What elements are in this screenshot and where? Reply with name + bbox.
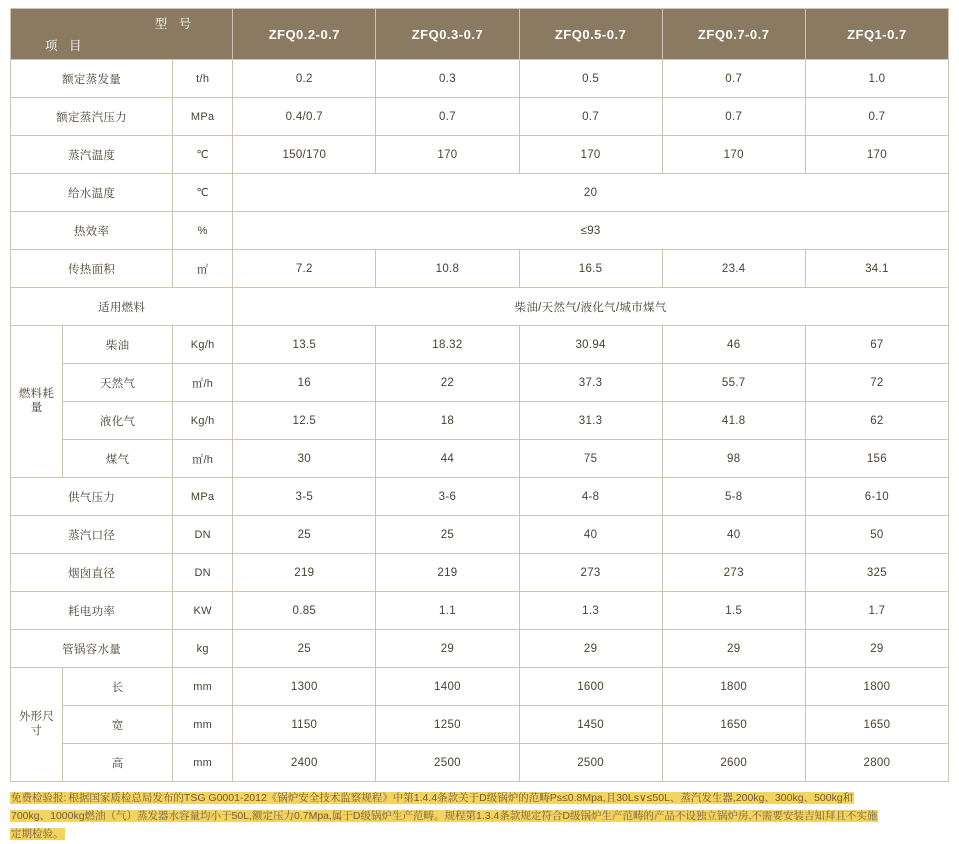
table-row bbox=[11, 174, 949, 212]
table-row bbox=[11, 630, 949, 668]
cell-value: 13.5 bbox=[233, 326, 376, 364]
cell-value: 44 bbox=[376, 440, 519, 478]
cell-value-span: 柴油/天然气/液化气/城市煤气 bbox=[233, 288, 949, 326]
cell-value: 0.7 bbox=[662, 98, 805, 136]
cell-value-span: 20 bbox=[233, 174, 949, 212]
cell-value: 29 bbox=[376, 630, 519, 668]
row-unit: mm bbox=[173, 668, 233, 706]
cell-value: 2400 bbox=[233, 744, 376, 782]
row-unit: mm bbox=[173, 706, 233, 744]
cell-value: 0.7 bbox=[662, 60, 805, 98]
row-label: 额定蒸汽压力 bbox=[11, 98, 173, 136]
cell-value: 2800 bbox=[805, 744, 948, 782]
cell-value: 1250 bbox=[376, 706, 519, 744]
cell-value: 40 bbox=[662, 516, 805, 554]
cell-value: 1.5 bbox=[662, 592, 805, 630]
table-header bbox=[11, 9, 949, 60]
cell-value: 25 bbox=[233, 516, 376, 554]
cell-value: 0.7 bbox=[805, 98, 948, 136]
cell-value: 1650 bbox=[662, 706, 805, 744]
cell-value: 22 bbox=[376, 364, 519, 402]
cell-value: 30.94 bbox=[519, 326, 662, 364]
group-label-fuel-consumption: 燃料耗量 bbox=[11, 326, 63, 478]
cell-value: 16 bbox=[233, 364, 376, 402]
row-label: 热效率 bbox=[11, 212, 173, 250]
cell-value: 41.8 bbox=[662, 402, 805, 440]
row-sublabel: 液化气 bbox=[63, 402, 173, 440]
cell-value: 50 bbox=[805, 516, 948, 554]
specification-table bbox=[10, 8, 949, 782]
cell-value: 72 bbox=[805, 364, 948, 402]
cell-value: 219 bbox=[233, 554, 376, 592]
cell-value: 18 bbox=[376, 402, 519, 440]
row-unit: MPa bbox=[173, 98, 233, 136]
cell-value: 170 bbox=[519, 136, 662, 174]
row-label: 传热面积 bbox=[11, 250, 173, 288]
cell-value: 75 bbox=[519, 440, 662, 478]
row-label: 给水温度 bbox=[11, 174, 173, 212]
cell-value: 5-8 bbox=[662, 478, 805, 516]
cell-value: 2500 bbox=[376, 744, 519, 782]
header-model-4: ZFQ0.7-0.7 bbox=[662, 9, 805, 60]
cell-value: 273 bbox=[519, 554, 662, 592]
corner-label-item: 项 目 bbox=[45, 39, 86, 53]
table-row bbox=[11, 402, 949, 440]
cell-value: 0.3 bbox=[376, 60, 519, 98]
table-row bbox=[11, 60, 949, 98]
cell-value: 1450 bbox=[519, 706, 662, 744]
footnote bbox=[10, 790, 949, 844]
cell-value: 62 bbox=[805, 402, 948, 440]
table-row bbox=[11, 98, 949, 136]
cell-value: 219 bbox=[376, 554, 519, 592]
cell-value: 1400 bbox=[376, 668, 519, 706]
cell-value: 67 bbox=[805, 326, 948, 364]
cell-value: 0.85 bbox=[233, 592, 376, 630]
row-unit: Kg/h bbox=[173, 402, 233, 440]
row-unit: ㎡ bbox=[173, 250, 233, 288]
row-label: 供气压力 bbox=[11, 478, 173, 516]
cell-value: 25 bbox=[376, 516, 519, 554]
cell-value: 4-8 bbox=[519, 478, 662, 516]
cell-value: 29 bbox=[805, 630, 948, 668]
cell-value-span: ≤93 bbox=[233, 212, 949, 250]
cell-value: 29 bbox=[519, 630, 662, 668]
cell-value: 1600 bbox=[519, 668, 662, 706]
cell-value: 2600 bbox=[662, 744, 805, 782]
table-row bbox=[11, 250, 949, 288]
cell-value: 170 bbox=[662, 136, 805, 174]
row-label: 适用燃料 bbox=[11, 288, 233, 326]
table-row bbox=[11, 364, 949, 402]
cell-value: 1.3 bbox=[519, 592, 662, 630]
row-unit: mm bbox=[173, 744, 233, 782]
cell-value: 1.1 bbox=[376, 592, 519, 630]
row-sublabel: 宽 bbox=[63, 706, 173, 744]
cell-value: 31.3 bbox=[519, 402, 662, 440]
footnote-line-2 bbox=[10, 808, 949, 826]
cell-value: 3-6 bbox=[376, 478, 519, 516]
header-row bbox=[11, 9, 949, 60]
row-unit: ㎡/h bbox=[173, 440, 233, 478]
cell-value: 18.32 bbox=[376, 326, 519, 364]
table-row bbox=[11, 744, 949, 782]
footnote-line-3 bbox=[10, 826, 949, 844]
cell-value: 273 bbox=[662, 554, 805, 592]
cell-value: 0.5 bbox=[519, 60, 662, 98]
cell-value: 25 bbox=[233, 630, 376, 668]
footnote-line-1 bbox=[10, 790, 949, 808]
cell-value: 6-10 bbox=[805, 478, 948, 516]
table-row bbox=[11, 288, 949, 326]
footnote-text-1: 根据国家质检总局发布的TSG G0001-2012《锅炉安全技术监察规程》中第1.4.4条款关于D级锅炉的范畴Ps≤0.8Mpa,且30Ls∨≤50L、蒸汽发生器,200kg、300kg、500kg和 bbox=[68, 792, 854, 804]
footnote-prefix: 免费检验报: bbox=[11, 792, 67, 804]
row-label: 耗电功率 bbox=[11, 592, 173, 630]
cell-value: 29 bbox=[662, 630, 805, 668]
row-unit: DN bbox=[173, 516, 233, 554]
row-label: 额定蒸发量 bbox=[11, 60, 173, 98]
group-label-dimensions: 外形尺寸 bbox=[11, 668, 63, 782]
table-row bbox=[11, 478, 949, 516]
cell-value: 40 bbox=[519, 516, 662, 554]
cell-value: 1.7 bbox=[805, 592, 948, 630]
cell-value: 37.3 bbox=[519, 364, 662, 402]
table-row bbox=[11, 706, 949, 744]
header-model-3: ZFQ0.5-0.7 bbox=[519, 9, 662, 60]
footnote-text-3: 定期检验。 bbox=[11, 827, 64, 840]
row-label: 烟囱直径 bbox=[11, 554, 173, 592]
table-row bbox=[11, 554, 949, 592]
row-sublabel: 天然气 bbox=[63, 364, 173, 402]
cell-value: 23.4 bbox=[662, 250, 805, 288]
cell-value: 1650 bbox=[805, 706, 948, 744]
row-unit: ℃ bbox=[173, 136, 233, 174]
header-model-2: ZFQ0.3-0.7 bbox=[376, 9, 519, 60]
cell-value: 10.8 bbox=[376, 250, 519, 288]
cell-value: 1800 bbox=[805, 668, 948, 706]
row-sublabel: 煤气 bbox=[63, 440, 173, 478]
header-model-5: ZFQ1-0.7 bbox=[805, 9, 948, 60]
table-row bbox=[11, 668, 949, 706]
cell-value: 98 bbox=[662, 440, 805, 478]
table-row bbox=[11, 516, 949, 554]
footnote-text-2: 700kg、1000kg燃油（气）蒸发器水容量均小于50L,额定压力0.7Mpa,属于D级锅炉生产范畴。规程第1.3.4条款规定符合D级锅炉生产范畴的产品不设独立锅炉房,不需要安装吉知拜且不实施 bbox=[11, 809, 878, 822]
cell-value: 0.4/0.7 bbox=[233, 98, 376, 136]
table-row bbox=[11, 136, 949, 174]
cell-value: 0.7 bbox=[519, 98, 662, 136]
table-row bbox=[11, 326, 949, 364]
cell-value: 156 bbox=[805, 440, 948, 478]
row-unit: DN bbox=[173, 554, 233, 592]
cell-value: 12.5 bbox=[233, 402, 376, 440]
cell-value: 1300 bbox=[233, 668, 376, 706]
row-unit: kg bbox=[173, 630, 233, 668]
row-unit: % bbox=[173, 212, 233, 250]
row-sublabel: 长 bbox=[63, 668, 173, 706]
cell-value: 170 bbox=[805, 136, 948, 174]
table-row bbox=[11, 212, 949, 250]
corner-diagonal-label bbox=[11, 11, 229, 57]
cell-value: 2500 bbox=[519, 744, 662, 782]
row-unit: t/h bbox=[173, 60, 233, 98]
cell-value: 16.5 bbox=[519, 250, 662, 288]
cell-value: 150/170 bbox=[233, 136, 376, 174]
row-unit: Kg/h bbox=[173, 326, 233, 364]
cell-value: 1150 bbox=[233, 706, 376, 744]
cell-value: 30 bbox=[233, 440, 376, 478]
row-unit: MPa bbox=[173, 478, 233, 516]
cell-value: 34.1 bbox=[805, 250, 948, 288]
cell-value: 3-5 bbox=[233, 478, 376, 516]
row-unit: KW bbox=[173, 592, 233, 630]
row-label: 管锅容水量 bbox=[11, 630, 173, 668]
cell-value: 325 bbox=[805, 554, 948, 592]
cell-value: 1800 bbox=[662, 668, 805, 706]
cell-value: 46 bbox=[662, 326, 805, 364]
cell-value: 1.0 bbox=[805, 60, 948, 98]
header-corner-cell bbox=[11, 9, 233, 60]
table-row bbox=[11, 440, 949, 478]
row-sublabel: 高 bbox=[63, 744, 173, 782]
cell-value: 0.7 bbox=[376, 98, 519, 136]
corner-label-model: 型 号 bbox=[154, 17, 196, 31]
cell-value: 170 bbox=[376, 136, 519, 174]
header-model-1: ZFQ0.2-0.7 bbox=[233, 9, 376, 60]
cell-value: 7.2 bbox=[233, 250, 376, 288]
row-label: 蒸汽温度 bbox=[11, 136, 173, 174]
row-sublabel: 柴油 bbox=[63, 326, 173, 364]
table-body bbox=[11, 60, 949, 782]
row-unit: ℃ bbox=[173, 174, 233, 212]
table-row bbox=[11, 592, 949, 630]
cell-value: 55.7 bbox=[662, 364, 805, 402]
row-unit: ㎡/h bbox=[173, 364, 233, 402]
cell-value: 0.2 bbox=[233, 60, 376, 98]
row-label: 蒸汽口径 bbox=[11, 516, 173, 554]
